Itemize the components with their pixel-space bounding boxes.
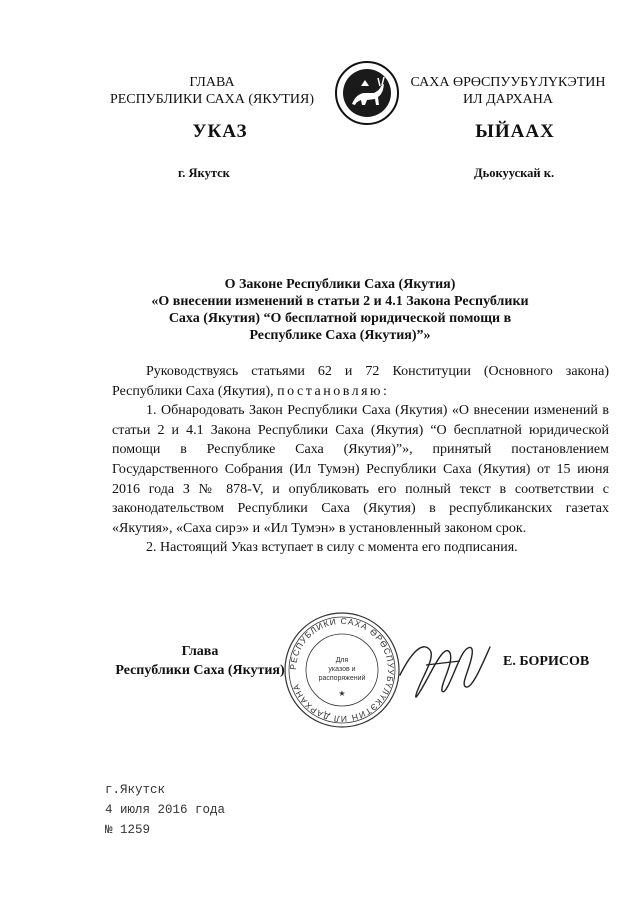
intro-paragraph — [112, 362, 609, 401]
header-right-line1: САХА ӨРӨСПУУБҮЛҮКЭТИН — [410, 75, 606, 90]
footer-date: 4 июля 2016 года — [105, 803, 226, 817]
item-2: 2. Настоящий Указ вступает в силу с момента его подписания. — [146, 540, 518, 556]
stamp-ring-text: РЕСПУБЛИКИ САХА ӨРӨСПУУБҮЛҮКЭТИН ИЛ ДАРХАНА — [287, 615, 397, 725]
signatory-title-line1: Глава — [181, 644, 219, 659]
document-body — [112, 362, 609, 558]
item-1: 1. Обнародовать Закон Республики Саха (Якутия) «О внесении изменений в статьи 2 и 4.1 Закона Республики Саха (Якутия) “О бесплатной юридической помощи в Республике Саха (Якутия)”», принятый постановлением Государственного Собрания (Ил Тумэн) Республики Саха (Якутия) от 15 июня 2016 года З № 878-V, и опубликовать его полный текст в соответствии с законодательством Республики Саха (Якутия) в республиканских газетах «Якутия», «Саха сирэ» и «Ил Тумэн» в установленный законом срок. — [112, 403, 609, 536]
stamp-center-line3: распоряжений — [318, 675, 366, 682]
official-stamp — [282, 610, 402, 730]
doc-type-left: УКАЗ — [192, 121, 248, 142]
heading-line4: Республике Саха (Якутия)”» — [249, 328, 431, 343]
stamp-center-line2: указов и — [328, 666, 356, 673]
signatory-name: Е. БОРИСОВ — [503, 654, 590, 669]
heading-line3: Саха (Якутия) “О бесплатной юридической помощи в — [168, 311, 512, 326]
header-right-line2: ИЛ ДАРХАНА — [462, 92, 553, 107]
header-left-line1: ГЛАВА — [189, 75, 235, 90]
stamp-center-line1: Для — [335, 657, 349, 664]
city-right: Дьокуускай к. — [474, 166, 555, 180]
header-left — [92, 74, 332, 108]
registration-footer — [105, 780, 225, 840]
footer-city: г.Якутск — [105, 783, 166, 797]
doc-type-right: ЫЙААХ — [475, 121, 555, 142]
signatory-title — [112, 642, 288, 680]
intro-text: Руководствуясь статьями 62 и 72 Конституции (Основного закона) Республики Саха (Якутия), — [112, 364, 609, 399]
header-right — [408, 74, 608, 108]
decree-word: постановляю: — [277, 383, 390, 399]
coat-of-arms-emblem — [334, 60, 400, 126]
handwritten-signature — [390, 625, 500, 715]
city-left: г. Якутск — [178, 166, 230, 180]
header-left-line2: РЕСПУБЛИКИ САХА (ЯКУТИЯ) — [109, 92, 315, 107]
document-heading — [140, 276, 540, 344]
footer-number: № 1259 — [105, 823, 151, 837]
heading-line1: О Законе Республики Саха (Якутия) — [224, 277, 456, 292]
heading-line2: «О внесении изменений в статьи 2 и 4.1 Закона Республики — [151, 294, 529, 309]
svg-text:★: ★ — [338, 689, 346, 698]
signatory-title-line2: Республики Саха (Якутия) — [115, 663, 285, 678]
